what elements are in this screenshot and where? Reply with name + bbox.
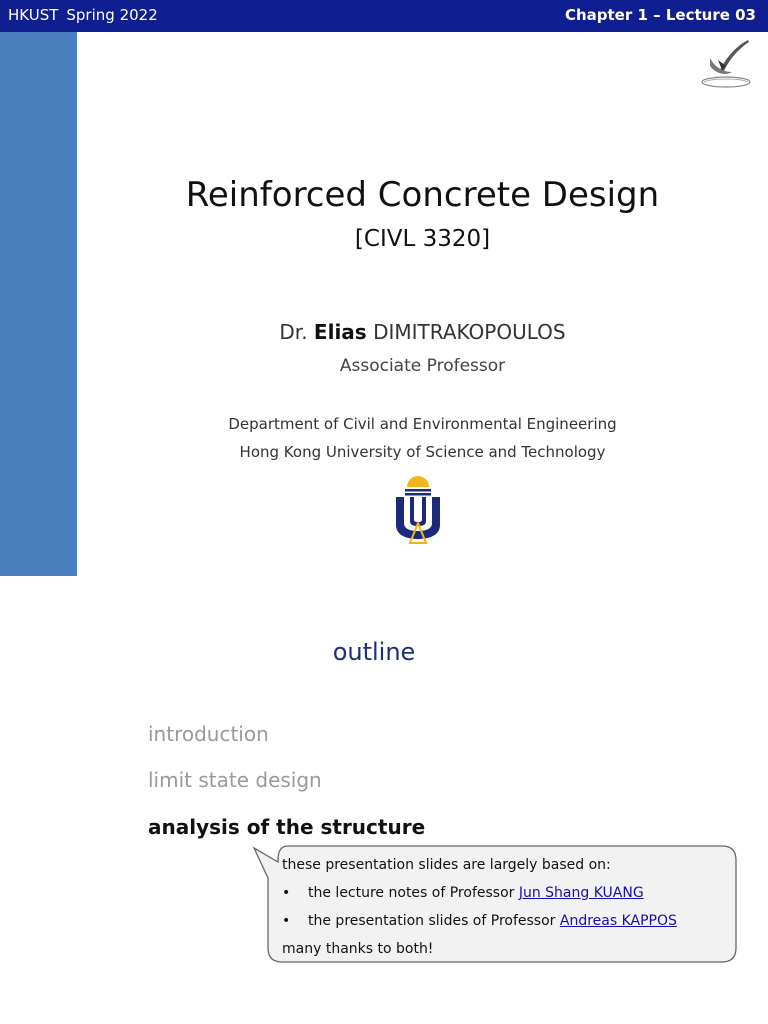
author-prefix: Dr. — [279, 320, 308, 344]
university-name: Hong Kong University of Science and Technology — [239, 443, 606, 461]
author-role: Associate Professor — [339, 356, 506, 376]
left-accent-band — [0, 32, 77, 576]
outline-item-introduction[interactable]: introduction — [148, 722, 269, 746]
kappos-link[interactable]: Andreas KAPPOS — [559, 913, 677, 929]
callout-bullet-1 — [282, 879, 677, 907]
author-last-name: DIMITRAKOPOULOS — [373, 320, 566, 344]
sail-logo-icon — [696, 36, 756, 94]
author-name — [77, 320, 768, 344]
hkust-logo-icon — [388, 473, 448, 545]
institution-label: HKUST — [8, 6, 59, 24]
chapter-label: Chapter 1 – Lecture 03 — [564, 6, 756, 24]
outline-heading: outline — [332, 638, 416, 666]
callout-line1-prefix: the lecture notes of Professor — [308, 885, 519, 901]
header-bar — [0, 0, 768, 32]
presentation-title: Reinforced Concrete Design — [185, 175, 660, 215]
outline-item-limit-state-design[interactable]: limit state design — [148, 768, 322, 792]
semester-label: Spring 2022 — [66, 6, 158, 24]
callout-thanks: many thanks to both! — [282, 941, 434, 957]
callout-intro: these presentation slides are largely based on: — [282, 857, 611, 873]
callout-line2-prefix: the presentation slides of Professor — [308, 913, 560, 929]
callout-bullet-2 — [282, 907, 677, 935]
department-name: Department of Civil and Environmental Engineering — [228, 415, 617, 433]
bullet-glyph: • — [282, 913, 291, 929]
course-code: [CIVL 3320] — [354, 226, 491, 252]
outline-item-analysis-of-the-structure[interactable]: analysis of the structure — [148, 815, 426, 839]
kuang-link[interactable]: Jun Shang KUANG — [518, 885, 644, 901]
header-left — [8, 6, 158, 24]
callout-text — [282, 851, 677, 963]
author-first-name: Elias — [313, 320, 367, 344]
bullet-glyph: • — [282, 885, 291, 901]
